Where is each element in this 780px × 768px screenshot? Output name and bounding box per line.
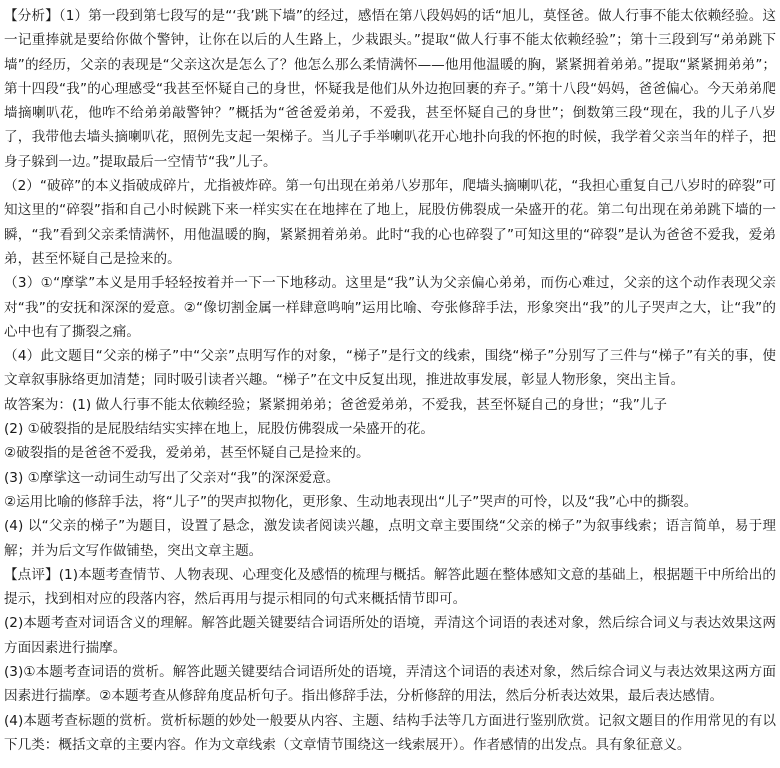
answer-paragraph: ②破裂指的是爸爸不爱我，爱弟弟，甚至怀疑自己是捡来的。 (4, 445, 370, 462)
analysis-paragraph: 【分析】（1）第一段到第七段写的是“‘我’跳下墙”的经过，感悟在第八段妈妈的话“旭儿，莫怪爸。做人行事不能太依赖经验。这一记重捧就是要给你做个警钟，让你在以后的人生路上，少栽跟头。”提取“做人行事不能太依赖经验”；第十三段到写“弟弟跳下墙”的经历，父亲的表现是“父亲这次是怎么了？他怎么那么柔情满怀——他用他温暖的胸，紧紧拥着弟弟。”提取“紧紧拥弟弟”；第十四段“我”的心理感受“我甚至怀疑自己的身世，怀疑我是他们从外边抱回裹的弃子。”第十八段“妈妈，爸爸偏心。今天弟弟爬墙摘喇叭花，他咋不给弟弟敲警钟？”概括为“爸爸爱弟弟，不爱我，甚至怀疑自己的身世”；倒数第三段“现在，我的儿子八岁了，我带他去墙头摘喇叭花，照例先支起一架梯子。当儿子手举喇叭花开心地扑向我的怀抱的时候，我学着父亲当年的样子，把身子躲到一边。”提取最后一空情节“我”儿子。 (4, 8, 776, 170)
answer-paragraph: (4) 以“父亲的梯子”为题目，设置了悬念，激发读者阅读兴趣，点明文章主要围绕“父亲的梯子”为叙事线索；语言简单，易于理解；并为后文写作做铺垫，突出文章主题。 (4, 518, 776, 559)
comment-paragraph: (4)本题考查标题的赏析。赏析标题的妙处一般要从内容、主题、结构手法等几方面进行鉴别欣赏。记叙文题目的作用常见的有以下几类：概括文章的主要内容。作为文章线索（文章情节围绕这一线索展开）。作者感情的出发点。具有象征意义。 (4, 712, 776, 753)
answer-paragraph: (2) ①破裂指的是屁股结结实实摔在地上，屁股仿佛裂成一朵盛开的花。 (4, 421, 434, 438)
comment-paragraph: 【点评】(1)本题考查情节、人物表现、心理变化及感悟的梳理与概括。解答此题在整体感知文意的基础上，根据题干中所给出的提示，找到相对应的段落内容，然后再用与提示相同的句式来概括情节即可。 (4, 566, 776, 608)
answer-paragraph: 故答案为：(1) 做人行事不能太依赖经验；紧紧拥弟弟；爸爸爱弟弟，不爱我，甚至怀疑自己的身世；“我”儿子 (4, 396, 667, 413)
analysis-paragraph: （4）此文题目“父亲的梯子”中“父亲”点明写作的对象，“梯子”是行文的线索，围绕“梯子”分别写了三件与“梯子”有关的事，使文章叙事脉络更加清楚；同时吸引读者兴趣。“梯子”在文中反复出现，推进故事发展，彰显人物形象，突出主旨。 (4, 348, 776, 389)
analysis-paragraph: （2）“破碎”的本义指破成碎片，尤指被炸碎。第一句出现在弟弟八岁那年，爬墙头摘喇叭花，“我担心重复自己八岁时的碎裂”可知这里的“碎裂”指和自己小时候跳下来一样实实在在地摔在了地上，屁股仿佛裂成一朵盛开的花。第二句出现在弟弟跳下墙的一瞬，“我”看到父亲柔情满怀，用他温暖的胸，紧紧拥着弟弟。此时“我的心也碎裂了”可知这里的“碎裂”是认为爸爸不爱我，爱弟弟，甚至怀疑自己是捡来的。 (4, 178, 776, 267)
comment-paragraph: (3)①本题考查词语的赏析。解答此题关键要结合词语所处的语境，弄清这个词语的表述对象，然后综合词义与表达效果这两方面因素进行揣摩。②本题考查从修辞角度品析句子。指出修辞手法，分析修辞的用法，然后分析表达效果，最后表达感情。 (4, 664, 776, 705)
answer-paragraph: ②运用比喻的修辞手法，将“儿子”的哭声拟物化，更形象、生动地表现出“儿子”哭声的可怜，以及“我”心中的撕裂。 (4, 493, 698, 510)
comment-paragraph: (2)本题考查对词语含义的理解。解答此题关键要结合词语所处的语境，弄清这个词语的表述对象，然后综合词义与表达效果这两方面因素进行揣摩。 (4, 615, 776, 656)
analysis-paragraph: （3）①“摩挲”本义是用手轻轻按着并一下一下地移动。这里是“我”认为父亲偏心弟弟，而伤心难过，父亲的这个动作表现父亲对“我”的安抚和深深的爱意。②“像切割金属一样肆意鸣响”运用比喻、夸张修辞手法，形象突出“我”的儿子哭声之大，让“我”的心中也有了撕裂之痛。 (4, 275, 776, 340)
answer-paragraph: (3) ①摩挲这一动词生动写出了父亲对“我”的深深爱意。 (4, 469, 340, 486)
